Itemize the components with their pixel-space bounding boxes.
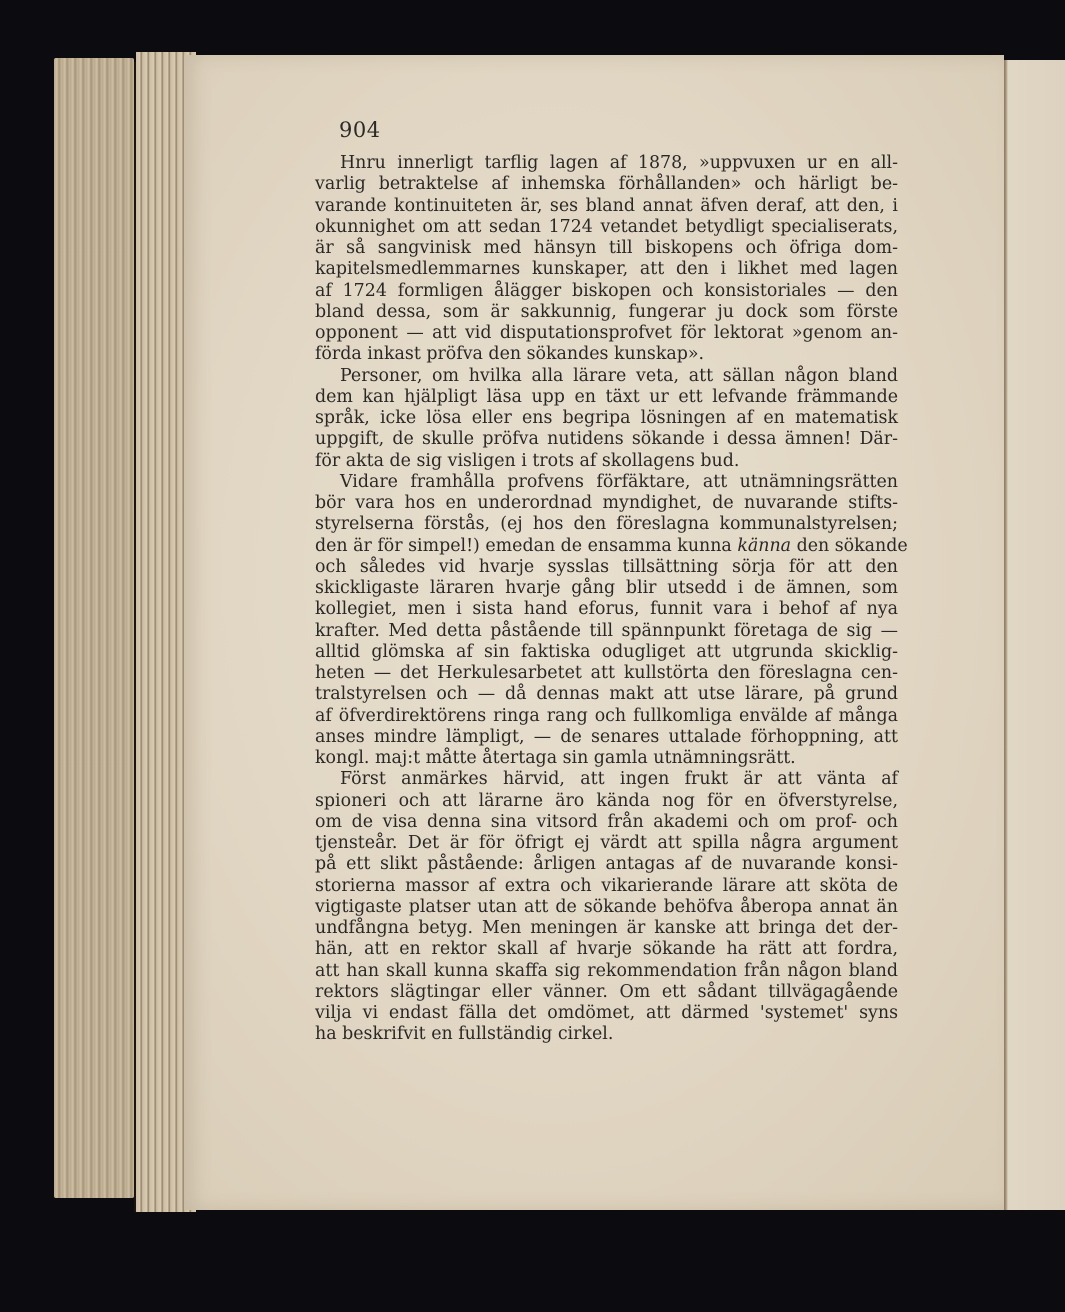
paragraph [315, 471, 908, 770]
text-line: bör vara hos en underordnad myndighet, de nuvarande stifts- [315, 493, 898, 513]
text-line: okunnighet om att sedan 1724 vetandet betydligt specialiserats, [315, 216, 898, 237]
text-line: vigtigaste platser utan att de sökande behöfva åberopa annat än [315, 896, 898, 917]
text-line: Hnru innerligt tarflig lagen af 1878, »uppvuxen ur en all- [340, 153, 898, 173]
text-line-with-emphasis [315, 535, 908, 557]
text-line: styrelserna förstås, (ej hos den föreslagna kommunalstyrelsen; [315, 514, 898, 535]
text-line: heten — det Herkulesarbetet att kullstörta den föreslagna cen- [315, 663, 898, 683]
text-line: varlig betraktelse af inhemska förhållanden» och härligt be- [315, 174, 898, 195]
text-line: på ett slikt påstående: årligen antagas af de nuvarande konsi- [315, 854, 898, 875]
text-line: hän, att en rektor skall af hvarje sökande ha rätt att fordra, [315, 939, 898, 960]
text-line: alltid glömska af sin faktiska odugliget att utgrunda skicklig- [315, 641, 898, 662]
body-text [315, 153, 908, 1046]
text-line: Personer, om hvilka alla lärare veta, att sällan någon bland [340, 365, 898, 386]
text-line: för akta de sig visligen i trots af skollagens bud. [315, 450, 740, 471]
text-line: kollegiet, men i sista hand eforus, funnit vara i behof af nya [315, 599, 898, 620]
text-line: varande kontinuiteten är, ses bland annat äfven deraf, att den, i [315, 195, 898, 216]
text-line: anses mindre lämpligt, — de senares uttalade förhoppning, att [315, 726, 898, 747]
paragraph [315, 366, 898, 472]
text-line: tjensteår. Det är för öfrigt ej värdt att spilla några argument [315, 833, 898, 853]
text-line: af öfverdirektörens ringa rang och fullkomliga envälde af många [315, 705, 898, 726]
text-line: krafter. Med detta påstående till spännpunkt företaga de sig — [315, 620, 898, 641]
text-line: är så sangvinisk med hänsyn till biskopens och öfriga dom- [315, 238, 898, 258]
text-line: storierna massor af extra och vikarierande lärare att sköta de [315, 875, 898, 896]
text-line: ha beskrifvit en fullständig cirkel. [315, 1024, 614, 1045]
text-line: rektors slägtingar eller vänner. Om ett sådant tillvägagående [315, 981, 898, 1002]
text-line: skickligaste läraren hvarje gång blir utsedd i de ämnen, som [315, 578, 898, 598]
emphasized-word: känna [737, 535, 792, 556]
text-line: opponent — att vid disputationsprofvet för lektorat »genom an- [315, 323, 898, 343]
paragraph [315, 769, 898, 1045]
text-line: kongl. maj:t måtte återtaga sin gamla utnämningsrätt. [315, 748, 796, 768]
text-line: Först anmärkes härvid, att ingen frukt är att vänta af [340, 769, 898, 790]
text-line: af 1724 formligen ålägger biskopen och konsistoriales — den [315, 280, 898, 301]
page-number: 904 [339, 118, 381, 142]
text-line: språk, icke lösa eller ens begripa lösningen af en matematisk [315, 408, 898, 428]
book-page-edges-left [54, 58, 134, 1198]
text-line: uppgift, de skulle pröfva nutidens sökande i dessa ämnen! Där- [315, 429, 898, 450]
text-line: att han skall kunna skaffa sig rekommendation från någon bland [315, 960, 898, 981]
text-line: tralstyrelsen och — då dennas makt att utse lärare, på grund [315, 684, 898, 705]
text-segment: den sökande [796, 535, 908, 556]
text-line: dem kan hjälpligt läsa upp en täxt ur ett lefvande främmande [315, 386, 898, 407]
paragraph [315, 153, 898, 366]
text-line: Vidare framhålla profvens förfäktare, att utnämningsrätten [340, 471, 898, 492]
text-segment: den är för simpel!) emedan de ensamma kunna [315, 535, 732, 556]
text-line: spioneri och att lärarne äro kända nog för en öfverstyrelse, [315, 790, 898, 811]
text-line: vilja vi endast fälla det omdömet, att därmed 'systemet' syns [315, 1003, 898, 1023]
text-line: undfångna betyg. Men meningen är kanske att bringa det der- [315, 918, 898, 938]
facing-page-edge [1004, 60, 1065, 1210]
text-line: och således vid hvarje sysslas tillsättning sörja för att den [315, 556, 898, 577]
text-line: förda inkast pröfva den sökandes kunskap». [315, 344, 705, 365]
text-line: kapitelsmedlemmarnes kunskaper, att den i likhet med lagen [315, 259, 898, 280]
text-line: om de visa denna sina vitsord från akademi och om prof- och [315, 811, 898, 832]
text-line: bland dessa, som är sakkunnig, fungerar ju dock som förste [315, 301, 898, 322]
